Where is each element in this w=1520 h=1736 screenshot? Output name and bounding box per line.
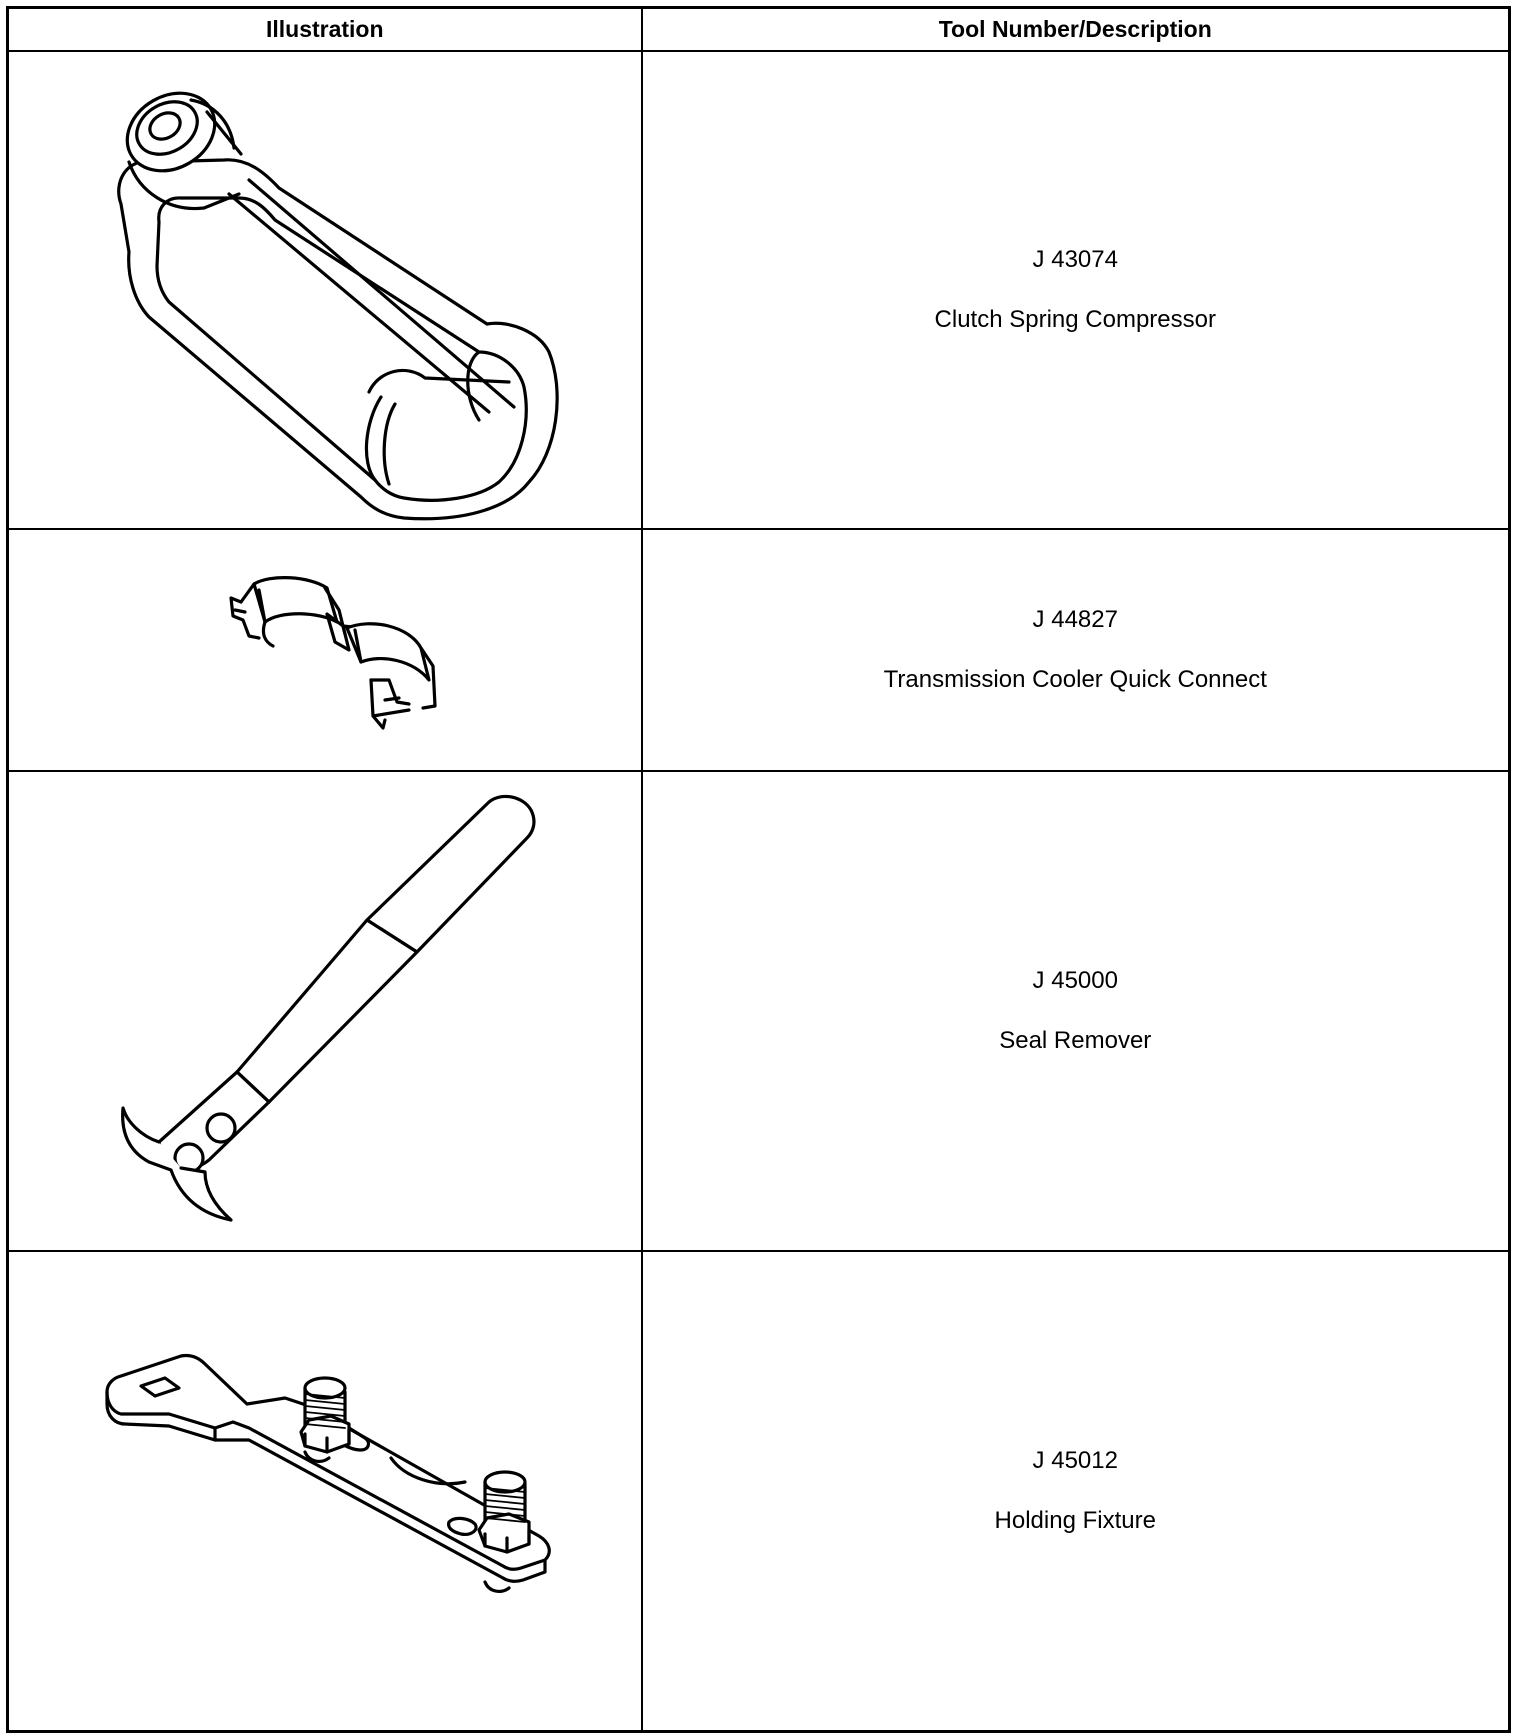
tool-description: Clutch Spring Compressor — [934, 306, 1216, 333]
tool-description: Seal Remover — [999, 1027, 1152, 1054]
tool-description-cell — [642, 771, 1510, 1251]
illustration-header: Illustration — [8, 8, 642, 52]
cooler-quick-connect-icon — [9, 530, 643, 772]
table-row — [8, 529, 1510, 771]
header-row — [8, 8, 1510, 52]
tool-description-cell — [642, 529, 1510, 771]
table-row — [8, 771, 1510, 1251]
illustration-cell — [8, 51, 642, 529]
tool-description-cell — [642, 1251, 1510, 1731]
tool-description-cell — [642, 51, 1510, 529]
holding-fixture-icon — [9, 1252, 643, 1732]
tool-description: Transmission Cooler Quick Connect — [883, 666, 1267, 693]
tool-header: Tool Number/Description — [642, 8, 1510, 52]
tool-number: J 45000 — [1032, 967, 1118, 994]
tool-number: J 43074 — [1032, 246, 1118, 273]
table-row — [8, 1251, 1510, 1731]
illustration-cell — [8, 771, 642, 1251]
special-tools-table — [6, 6, 1511, 1733]
tool-number: J 45012 — [1032, 1446, 1118, 1474]
tool-description: Holding Fixture — [994, 1506, 1156, 1534]
seal-remover-icon — [9, 772, 643, 1252]
clutch-spring-compressor-icon — [9, 52, 643, 530]
tool-number: J 44827 — [1032, 606, 1118, 633]
illustration-cell — [8, 529, 642, 771]
illustration-cell — [8, 1251, 642, 1731]
table-row — [8, 51, 1510, 529]
